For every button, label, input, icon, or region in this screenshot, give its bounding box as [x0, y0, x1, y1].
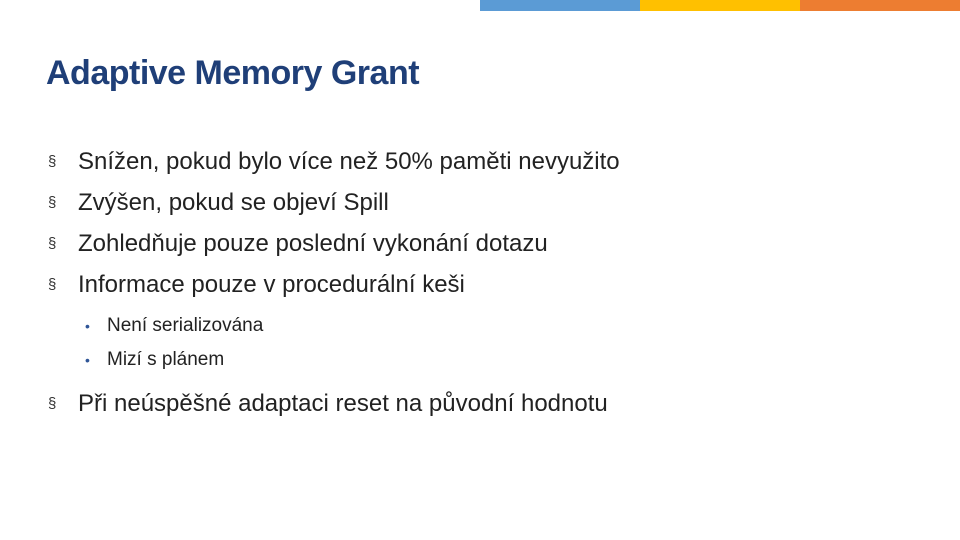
sub-bullet-item	[48, 309, 928, 343]
bullet-marker: §	[48, 153, 57, 170]
bullet-marker: §	[48, 235, 57, 252]
sub-bullet-marker: •	[85, 352, 90, 368]
bullet-text: Zohledňuje pouze poslední vykonání dotazu	[78, 229, 548, 257]
bullet-marker: §	[48, 395, 57, 412]
bullet-marker: §	[48, 276, 57, 293]
sub-bullet-text: Není serializována	[107, 315, 264, 336]
sub-bullet-marker: •	[85, 318, 90, 334]
accent-segment-blue	[480, 0, 640, 11]
bullet-text: Informace pouze v procedurální keši	[78, 270, 465, 298]
accent-segment-yellow	[640, 0, 800, 11]
bullet-item	[48, 182, 928, 223]
bullet-item	[48, 223, 928, 264]
sub-bullet-text: Mizí s plánem	[107, 349, 225, 370]
bullet-item	[48, 383, 928, 424]
accent-bar	[480, 0, 960, 11]
bullet-item	[48, 264, 928, 305]
sub-bullet-item	[48, 343, 928, 377]
bullet-item	[48, 141, 928, 182]
bullet-text: Při neúspěšné adaptaci reset na původní hodnotu	[78, 389, 608, 417]
bullet-marker: §	[48, 194, 57, 211]
bullet-text: Snížen, pokud bylo více než 50% paměti nevyužito	[78, 147, 620, 175]
accent-segment-orange	[800, 0, 960, 11]
bullet-text: Zvýšen, pokud se objeví Spill	[78, 188, 389, 216]
bullet-list	[48, 141, 928, 424]
slide-title: Adaptive Memory Grant	[46, 54, 420, 92]
